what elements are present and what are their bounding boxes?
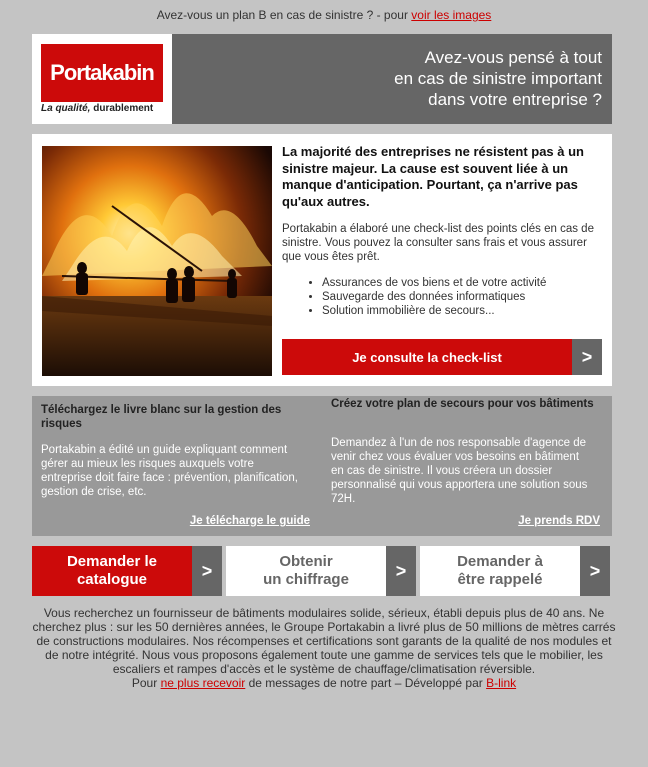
whitepaper-box bbox=[32, 396, 322, 536]
list-item: • Solution immobilière de secours... bbox=[322, 304, 602, 318]
backup-plan-title: Créez votre plan de secours pour vos bâtiments bbox=[331, 398, 594, 410]
checklist-bullets bbox=[322, 276, 602, 318]
backup-plan-box bbox=[322, 396, 612, 536]
logo-wordmark: Portakabin bbox=[41, 44, 163, 102]
fire-photo bbox=[42, 146, 272, 376]
chevron-right-icon: > bbox=[386, 546, 416, 596]
unsubscribe-line: Pour ne plus recevoir de messages de notre part – Développé par B-link bbox=[131, 676, 517, 690]
footer bbox=[32, 606, 616, 690]
developer-link[interactable]: B-link bbox=[486, 676, 517, 690]
body-text: Portakabin a élaboré une check-list des points clés en cas de sinistre. Vous pouvez la consulter sans frais et vous assurer que vous êtes prêt. bbox=[282, 223, 594, 263]
chevron-right-icon: > bbox=[580, 546, 610, 596]
logo[interactable] bbox=[32, 34, 172, 124]
download-guide-link[interactable]: Je télécharge le guide bbox=[189, 515, 310, 527]
chevron-right-icon: > bbox=[572, 339, 602, 375]
main-section bbox=[32, 134, 612, 386]
footer-text: Vous recherchez un fournisseur de bâtiments modulaires solide, sérieux, établi depuis plus de 40 ans. Ne cherchez plus : sur les 50 dernières années, le Groupe Portakabin a livré plus de 50 millions de mètres carrés de constructions modulaires. Nos récompenses et certifications sont garants de la qualité de nos modules et de notre intégrité. Nous vous proposons également toute une gamme de services tels que le mobilier, les escaliers et rampes d'accès et le système de chauffage/climatisation réversible. bbox=[32, 606, 616, 676]
whitepaper-text: Portakabin a édité un guide expliquant comment gérer au mieux les risques auxquels votre entreprise doit faire face : prévention, planification, gestion de crise, etc. bbox=[41, 444, 298, 498]
button-label: Demander à être rappelé bbox=[420, 546, 580, 596]
preheader-text: Avez-vous un plan B en cas de sinistre ? - pour bbox=[156, 8, 412, 22]
request-callback-button[interactable] bbox=[420, 546, 610, 596]
preheader bbox=[0, 8, 648, 22]
backup-plan-text: Demandez à l'un de nos responsable d'agence de venir chez vous évaluer vos besoins en bâtiment en cas de sinistre. Il vous créera un dossier personnalisé qui vous apportera une solution sous 72H. bbox=[331, 437, 588, 505]
button-label: Obtenir un chiffrage bbox=[226, 546, 386, 596]
chevron-right-icon: > bbox=[192, 546, 222, 596]
unsubscribe-link[interactable]: ne plus recevoir bbox=[160, 676, 246, 690]
logo-tagline: La qualité, durablement bbox=[41, 103, 154, 114]
intro-text: La majorité des entreprises ne résistent pas à un sinistre majeur. La cause est souvent liée à un manque d'anticipation. Pourtant, ça n'arrive pas qu'aux autres. bbox=[282, 144, 585, 209]
button-label: Demander le catalogue bbox=[32, 546, 192, 596]
request-catalogue-button[interactable] bbox=[32, 546, 222, 596]
book-appointment-link[interactable]: Je prends RDV bbox=[518, 515, 600, 527]
checklist-cta-button[interactable] bbox=[282, 339, 602, 375]
view-images-link[interactable]: voir les images bbox=[411, 8, 492, 22]
list-item: • Assurances de vos biens et de votre activité bbox=[322, 276, 602, 290]
whitepaper-title: Téléchargez le livre blanc sur la gestion des risques bbox=[41, 404, 282, 430]
header-banner bbox=[32, 34, 612, 124]
header-title: Avez-vous pensé à tout en cas de sinistre important dans votre entreprise ? bbox=[394, 48, 602, 109]
cta-label: Je consulte la check-list bbox=[282, 339, 572, 375]
list-item: • Sauvegarde des données informatiques bbox=[322, 290, 602, 304]
get-quote-button[interactable] bbox=[226, 546, 416, 596]
